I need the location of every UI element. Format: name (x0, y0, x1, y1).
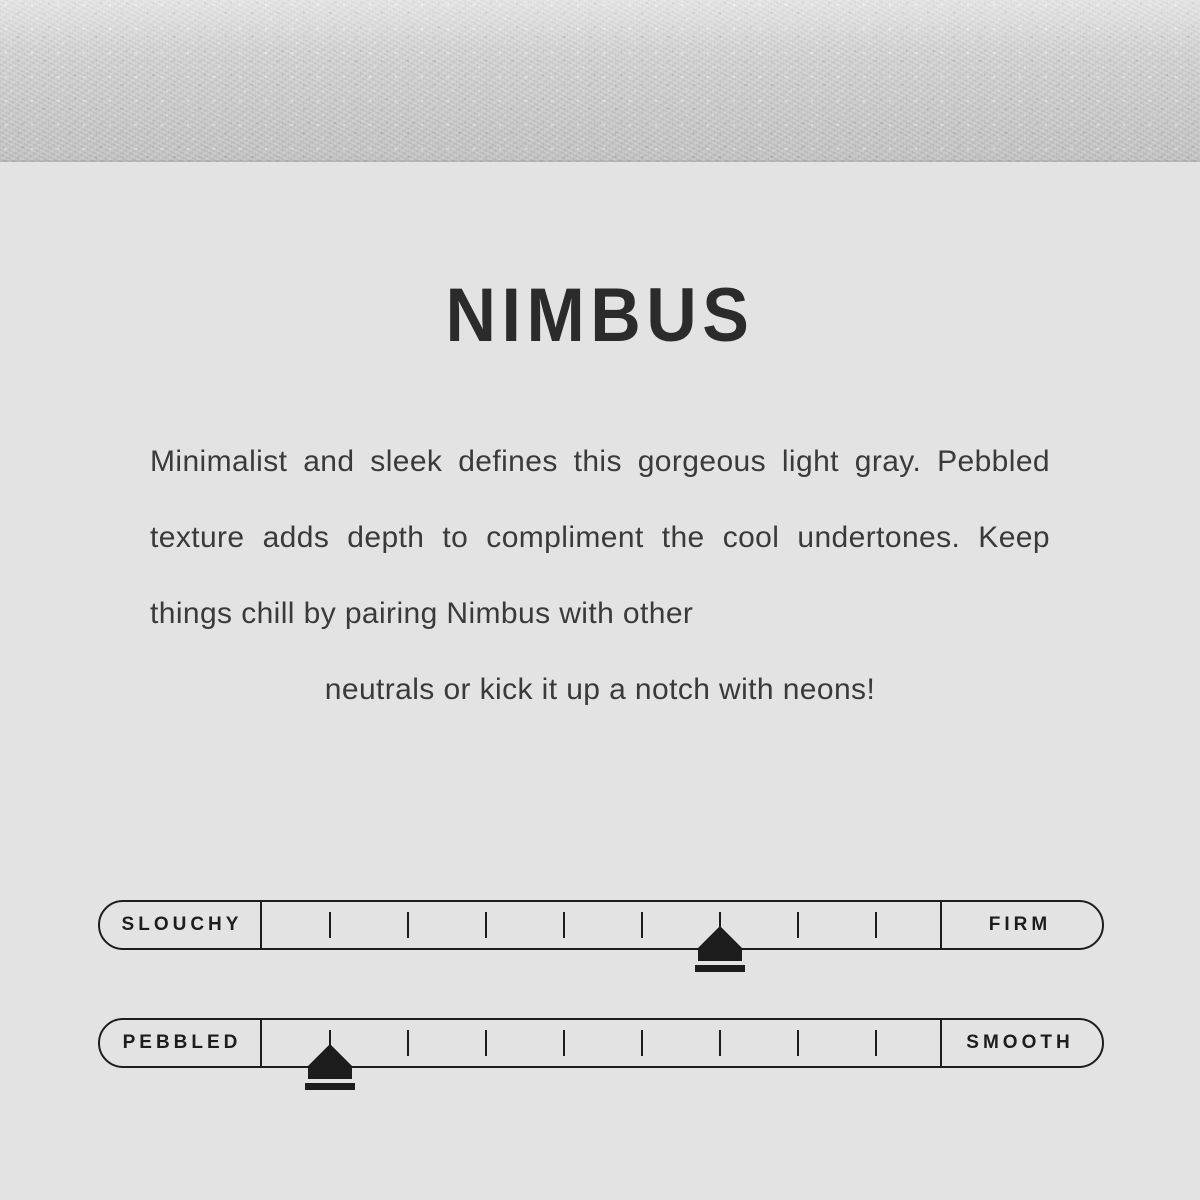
slider-tick (563, 1030, 565, 1056)
thumb-head-icon (308, 1044, 352, 1066)
thumb-body (698, 948, 742, 961)
material-swatch-image (0, 0, 1200, 162)
description-line-1: Minimalist and sleek defines this gorgeous light gray. (150, 445, 922, 478)
slider-structure[interactable] (98, 900, 1104, 950)
slider-tick (485, 1030, 487, 1056)
slider-texture[interactable] (98, 1018, 1104, 1068)
attribute-sliders (98, 900, 1104, 1068)
slider-texture-thumb[interactable] (308, 1030, 352, 1094)
page-title: NIMBUS (445, 273, 755, 358)
slider-structure-thumb[interactable] (698, 912, 742, 976)
slider-tick (641, 1030, 643, 1056)
slider-tick (797, 1030, 799, 1056)
thumb-base (305, 1083, 355, 1090)
slider-tick (875, 912, 877, 938)
slider-tick (797, 912, 799, 938)
description-line-3: undertones. Keep things chill by pairing Nimbus with other (150, 521, 1050, 630)
slider-texture-right-label: SMOOTH (940, 1020, 1102, 1066)
slider-tick (641, 912, 643, 938)
slider-tick (563, 912, 565, 938)
slider-tick (329, 912, 331, 938)
description-line-4: neutrals or kick it up a notch with neons! (324, 673, 876, 706)
slider-structure-left-label: SLOUCHY (100, 902, 262, 948)
thumb-base (695, 965, 745, 972)
slider-texture-left-label: PEBBLED (100, 1020, 262, 1066)
thumb-body (308, 1066, 352, 1079)
slider-tick (407, 1030, 409, 1056)
slider-tick (407, 912, 409, 938)
slider-tick (485, 912, 487, 938)
slider-structure-track[interactable] (262, 902, 940, 948)
swatch-bottom-edge (0, 160, 1200, 162)
slider-texture-track[interactable] (262, 1020, 940, 1066)
thumb-head-icon (698, 926, 742, 948)
slider-structure-right-label: FIRM (940, 902, 1102, 948)
slider-tick (875, 1030, 877, 1056)
description-line-2: Pebbled texture adds depth to compliment the cool (150, 445, 1050, 554)
description-paragraph (150, 424, 1050, 728)
swatch-vignette (0, 0, 1200, 162)
slider-tick (719, 1030, 721, 1056)
